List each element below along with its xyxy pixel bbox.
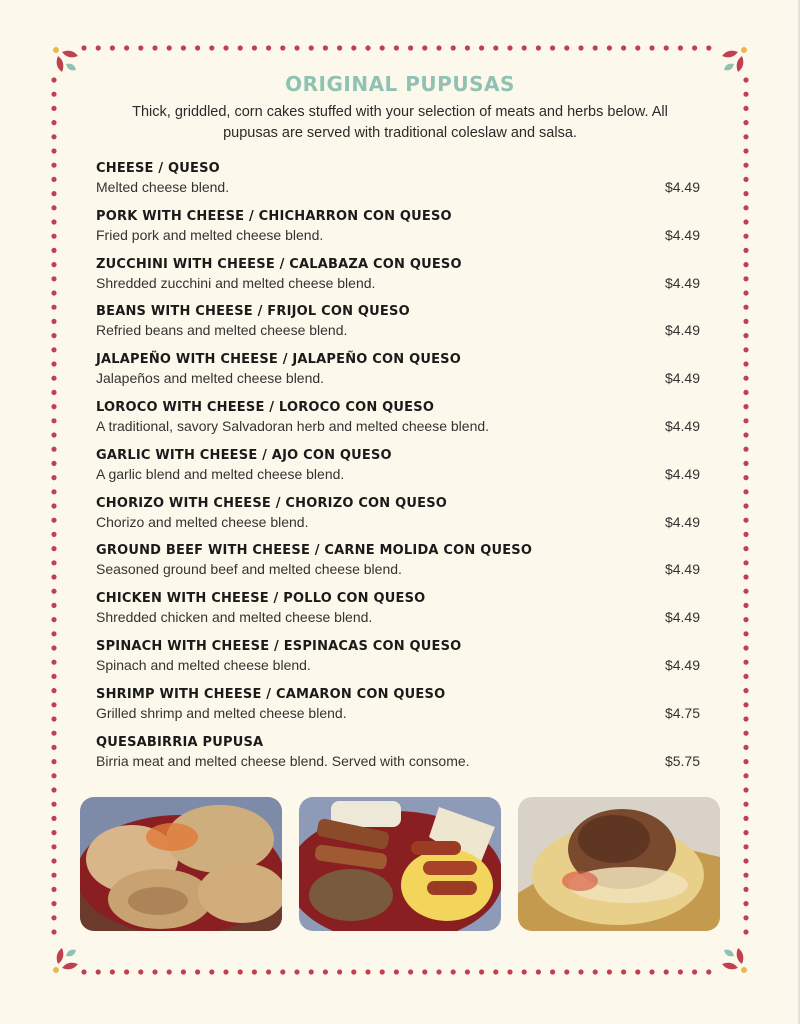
border-dot [167,45,172,50]
border-dot [743,489,748,494]
item-name: CHORIZO WITH CHEESE / CHORIZO CON QUESO [96,495,448,511]
border-dot [181,969,186,974]
border-dot [743,560,748,565]
border-dot [51,418,56,423]
border-dot [51,347,56,352]
border-dot [365,969,370,974]
border-dot [743,731,748,736]
border-dot [96,969,101,974]
item-description: Chorizo and melted cheese blend. [96,513,309,530]
border-dot [81,45,86,50]
border-dot [238,969,243,974]
border-dot [743,759,748,764]
item-name: CHICKEN WITH CHEESE / POLLO CON QUESO [96,591,426,607]
border-dot [564,969,569,974]
border-dot [743,773,748,778]
border-dot [51,645,56,650]
section-description: Thick, griddled, corn cakes stuffed with your selection of meats and herbs below. All pupusas are served with traditional coleslaw and salsa. [132,104,668,141]
border-dot [664,969,669,974]
item-description: Jalapeños and melted cheese blend. [96,370,325,387]
border-dot [743,745,748,750]
border-dot [323,969,328,974]
border-dot [743,106,748,111]
border-dot [451,969,456,974]
border-dot [743,915,748,920]
item-price: $4.49 [664,513,700,530]
menu-item [96,686,700,734]
border-dot [743,901,748,906]
border-dot [621,45,626,50]
menu-item [96,160,700,208]
border-dot [465,45,470,50]
border-dot [51,802,56,807]
corner-ornament [722,47,747,72]
border-dot [51,333,56,338]
border-dot [51,787,56,792]
photo-strip [80,797,720,931]
border-dot [743,219,748,224]
item-name: SPINACH WITH CHEESE / ESPINACAS CON QUESO [96,638,462,654]
border-dot [743,305,748,310]
border-dot [692,45,697,50]
border-dot [451,45,456,50]
item-name: GROUND BEEF WITH CHEESE / CARNE MOLIDA CON QUESO [96,543,533,559]
item-name: QUESABIRRIA PUPUSA [96,734,264,750]
pupusas-plate-photo [80,797,282,931]
border-dot [51,305,56,310]
border-dot [51,887,56,892]
border-dot [51,432,56,437]
border-dot [743,873,748,878]
item-price: $4.49 [664,274,700,291]
border-dot [743,532,748,537]
border-dot [564,45,569,50]
border-dot [51,276,56,281]
border-dot [593,45,598,50]
border-dot [51,915,56,920]
border-dot [110,969,115,974]
border-dot [422,45,427,50]
border-dot [124,45,129,50]
border-dot [743,702,748,707]
border-dot [743,148,748,153]
border-dot [394,45,399,50]
border-dot [51,873,56,878]
item-price: $4.49 [664,609,700,626]
item-name: ZUCCHINI WITH CHEESE / CALABAZA CON QUESO [96,256,462,272]
border-dot [51,163,56,168]
border-dot [507,45,512,50]
border-dot [607,45,612,50]
border-dot [743,617,748,622]
border-dot [51,617,56,622]
menu-item [96,256,700,304]
border-dot [436,969,441,974]
border-dot [309,45,314,50]
border-dot [479,45,484,50]
border-dot [436,45,441,50]
border-dot [223,45,228,50]
border-dot [743,134,748,139]
border-dot [309,969,314,974]
border-dot [408,45,413,50]
border-dot [51,674,56,679]
border-dot [51,773,56,778]
border-dot [743,787,748,792]
border-dot [51,404,56,409]
border-dot [743,191,748,196]
border-dot [408,969,413,974]
border-dot [743,248,748,253]
border-dot [678,969,683,974]
border-dot [743,546,748,551]
border-dot [51,148,56,153]
border-dot [743,447,748,452]
border-dot [664,45,669,50]
border-dot [536,45,541,50]
corner-ornament [722,948,747,973]
item-price: $4.75 [664,704,700,721]
item-price: $4.49 [664,370,700,387]
border-dot [593,969,598,974]
border-dot [743,290,748,295]
border-dot [51,731,56,736]
border-dot [181,45,186,50]
border-dot [743,276,748,281]
border-dot [266,45,271,50]
section-title: ORIGINAL PUPUSAS [285,72,515,96]
border-dot [507,969,512,974]
border-dot [635,969,640,974]
border-dot [743,674,748,679]
item-description: Shredded chicken and melted cheese blend. [96,609,373,626]
border-dot [51,489,56,494]
border-dot [743,844,748,849]
border-dot [51,319,56,324]
border-dot [252,45,257,50]
border-dot [578,969,583,974]
border-dot [209,45,214,50]
border-dot [266,969,271,974]
border-dot [51,234,56,239]
border-dot [743,319,748,324]
border-dot [649,45,654,50]
border-dot [167,969,172,974]
item-price: $5.75 [664,752,700,769]
item-price: $4.49 [664,656,700,673]
corner-ornament [53,47,78,72]
border-dot [743,475,748,480]
menu-item [96,399,700,447]
border-dot [351,969,356,974]
item-price: $4.49 [664,179,700,195]
border-dot [51,475,56,480]
menu-item [96,303,700,351]
border-dot [678,45,683,50]
item-price: $4.49 [664,322,700,339]
item-price: $4.49 [664,561,700,578]
border-dot [479,969,484,974]
border-dot [51,120,56,125]
border-dot [195,45,200,50]
border-dot [294,45,299,50]
border-dot [51,106,56,111]
border-dot [195,969,200,974]
border-dot [607,969,612,974]
border-dot [743,432,748,437]
border-dot [743,929,748,934]
border-dot [706,969,711,974]
border-dot [743,802,748,807]
border-dot [51,716,56,721]
item-description: Grilled shrimp and melted cheese blend. [96,704,347,721]
border-dot [365,45,370,50]
border-dot [743,361,748,366]
menu-item [96,447,700,495]
border-dot [743,347,748,352]
border-dot [51,390,56,395]
border-dot [743,660,748,665]
border-dot [51,461,56,466]
border-dot [51,929,56,934]
menu-item [96,542,700,590]
border-dot [743,887,748,892]
border-dot [743,574,748,579]
border-dot [51,631,56,636]
border-dot [743,418,748,423]
border-dot [743,404,748,409]
border-dot [351,45,356,50]
border-dot [522,969,527,974]
border-dot [621,969,626,974]
item-price: $4.49 [664,226,700,243]
border-dot [51,603,56,608]
border-dot [280,969,285,974]
item-description: Spinach and melted cheese blend. [96,656,311,673]
border-dot [96,45,101,50]
border-dot [51,361,56,366]
menu-list [96,160,700,781]
border-dot [337,969,342,974]
border-dot [51,205,56,210]
border-dot [743,830,748,835]
border-dot [51,759,56,764]
border-dot [51,290,56,295]
border-dot [51,688,56,693]
menu-item [96,590,700,638]
border-dot [743,645,748,650]
border-dot [578,45,583,50]
menu-item [96,208,700,256]
border-dot [252,969,257,974]
border-dot [422,969,427,974]
border-dot [209,969,214,974]
border-dot [743,816,748,821]
item-description: Birria meat and melted cheese blend. Served with consome. [96,752,470,769]
border-dot [323,45,328,50]
border-dot [51,830,56,835]
border-dot [51,546,56,551]
border-dot [743,716,748,721]
item-description: Seasoned ground beef and melted cheese blend. [96,561,402,578]
border-dot [51,574,56,579]
border-dot [51,503,56,508]
item-description: A garlic blend and melted cheese blend. [96,465,345,482]
menu-item [96,638,700,686]
border-dot [51,816,56,821]
border-dot [743,333,748,338]
border-dot [138,45,143,50]
border-dot [493,969,498,974]
border-dot [743,603,748,608]
item-name: LOROCO WITH CHEESE / LOROCO CON QUESO [96,399,435,415]
border-dot [81,969,86,974]
border-dot [51,589,56,594]
border-dot [223,969,228,974]
item-description: A traditional, savory Salvadoran herb and melted cheese blend. [96,417,490,434]
item-description: Shredded zucchini and melted cheese blend. [96,274,376,291]
border-dot [743,163,748,168]
border-dot [550,45,555,50]
border-dot [743,262,748,267]
border-dot [743,518,748,523]
item-name: BEANS WITH CHEESE / FRIJOL CON QUESO [96,304,410,320]
border-dot [743,589,748,594]
border-dot [635,45,640,50]
border-dot [743,461,748,466]
border-dot [743,205,748,210]
border-dot [536,969,541,974]
border-dot [706,45,711,50]
border-dot [51,901,56,906]
border-dot [280,45,285,50]
item-price: $4.49 [664,465,700,482]
border-dot [522,45,527,50]
border-dot [51,532,56,537]
menu-item [96,351,700,399]
border-dot [743,503,748,508]
item-name: CHEESE / QUESO [96,161,220,176]
border-dot [743,376,748,381]
border-dot [238,45,243,50]
item-name: SHRIMP WITH CHEESE / CAMARON CON QUESO [96,686,446,702]
border-dot [152,969,157,974]
border-dot [51,191,56,196]
item-description: Refried beans and melted cheese blend. [96,322,348,339]
border-dot [743,858,748,863]
item-description: Melted cheese blend. [96,179,230,195]
loaded-nachos-photo [518,797,720,931]
border-dot [110,45,115,50]
border-dot [743,177,748,182]
border-dot [51,262,56,267]
border-dot [493,45,498,50]
border-dot [380,45,385,50]
menu-item [96,734,700,782]
border-dot [51,560,56,565]
item-name: PORK WITH CHEESE / CHICHARRON CON QUESO [96,208,452,224]
border-dot [51,858,56,863]
border-dot [743,234,748,239]
border-dot [743,688,748,693]
border-dot [51,447,56,452]
border-dot [51,134,56,139]
border-dot [51,745,56,750]
border-dot [743,631,748,636]
border-dot [692,969,697,974]
border-dot [138,969,143,974]
item-name: JALAPEÑO WITH CHEESE / JALAPEÑO CON QUESO [96,352,461,368]
border-dot [743,390,748,395]
item-price: $4.49 [664,417,700,434]
border-dot [294,969,299,974]
border-dot [51,702,56,707]
menu-item [96,495,700,543]
border-dot [649,969,654,974]
border-dot [51,248,56,253]
border-dot [152,45,157,50]
border-dot [465,969,470,974]
border-dot [51,219,56,224]
border-dot [124,969,129,974]
corner-ornament [53,948,78,973]
item-description: Fried pork and melted cheese blend. [96,226,324,243]
border-dot [337,45,342,50]
border-dot [51,844,56,849]
border-dot [51,660,56,665]
border-dot [51,376,56,381]
border-dot [380,969,385,974]
border-dot [394,969,399,974]
border-dot [743,120,748,125]
border-dot [550,969,555,974]
border-dot [51,177,56,182]
item-name: GARLIC WITH CHEESE / AJO CON QUESO [96,447,392,463]
breakfast-plate-photo [299,797,501,931]
border-dot [51,518,56,523]
